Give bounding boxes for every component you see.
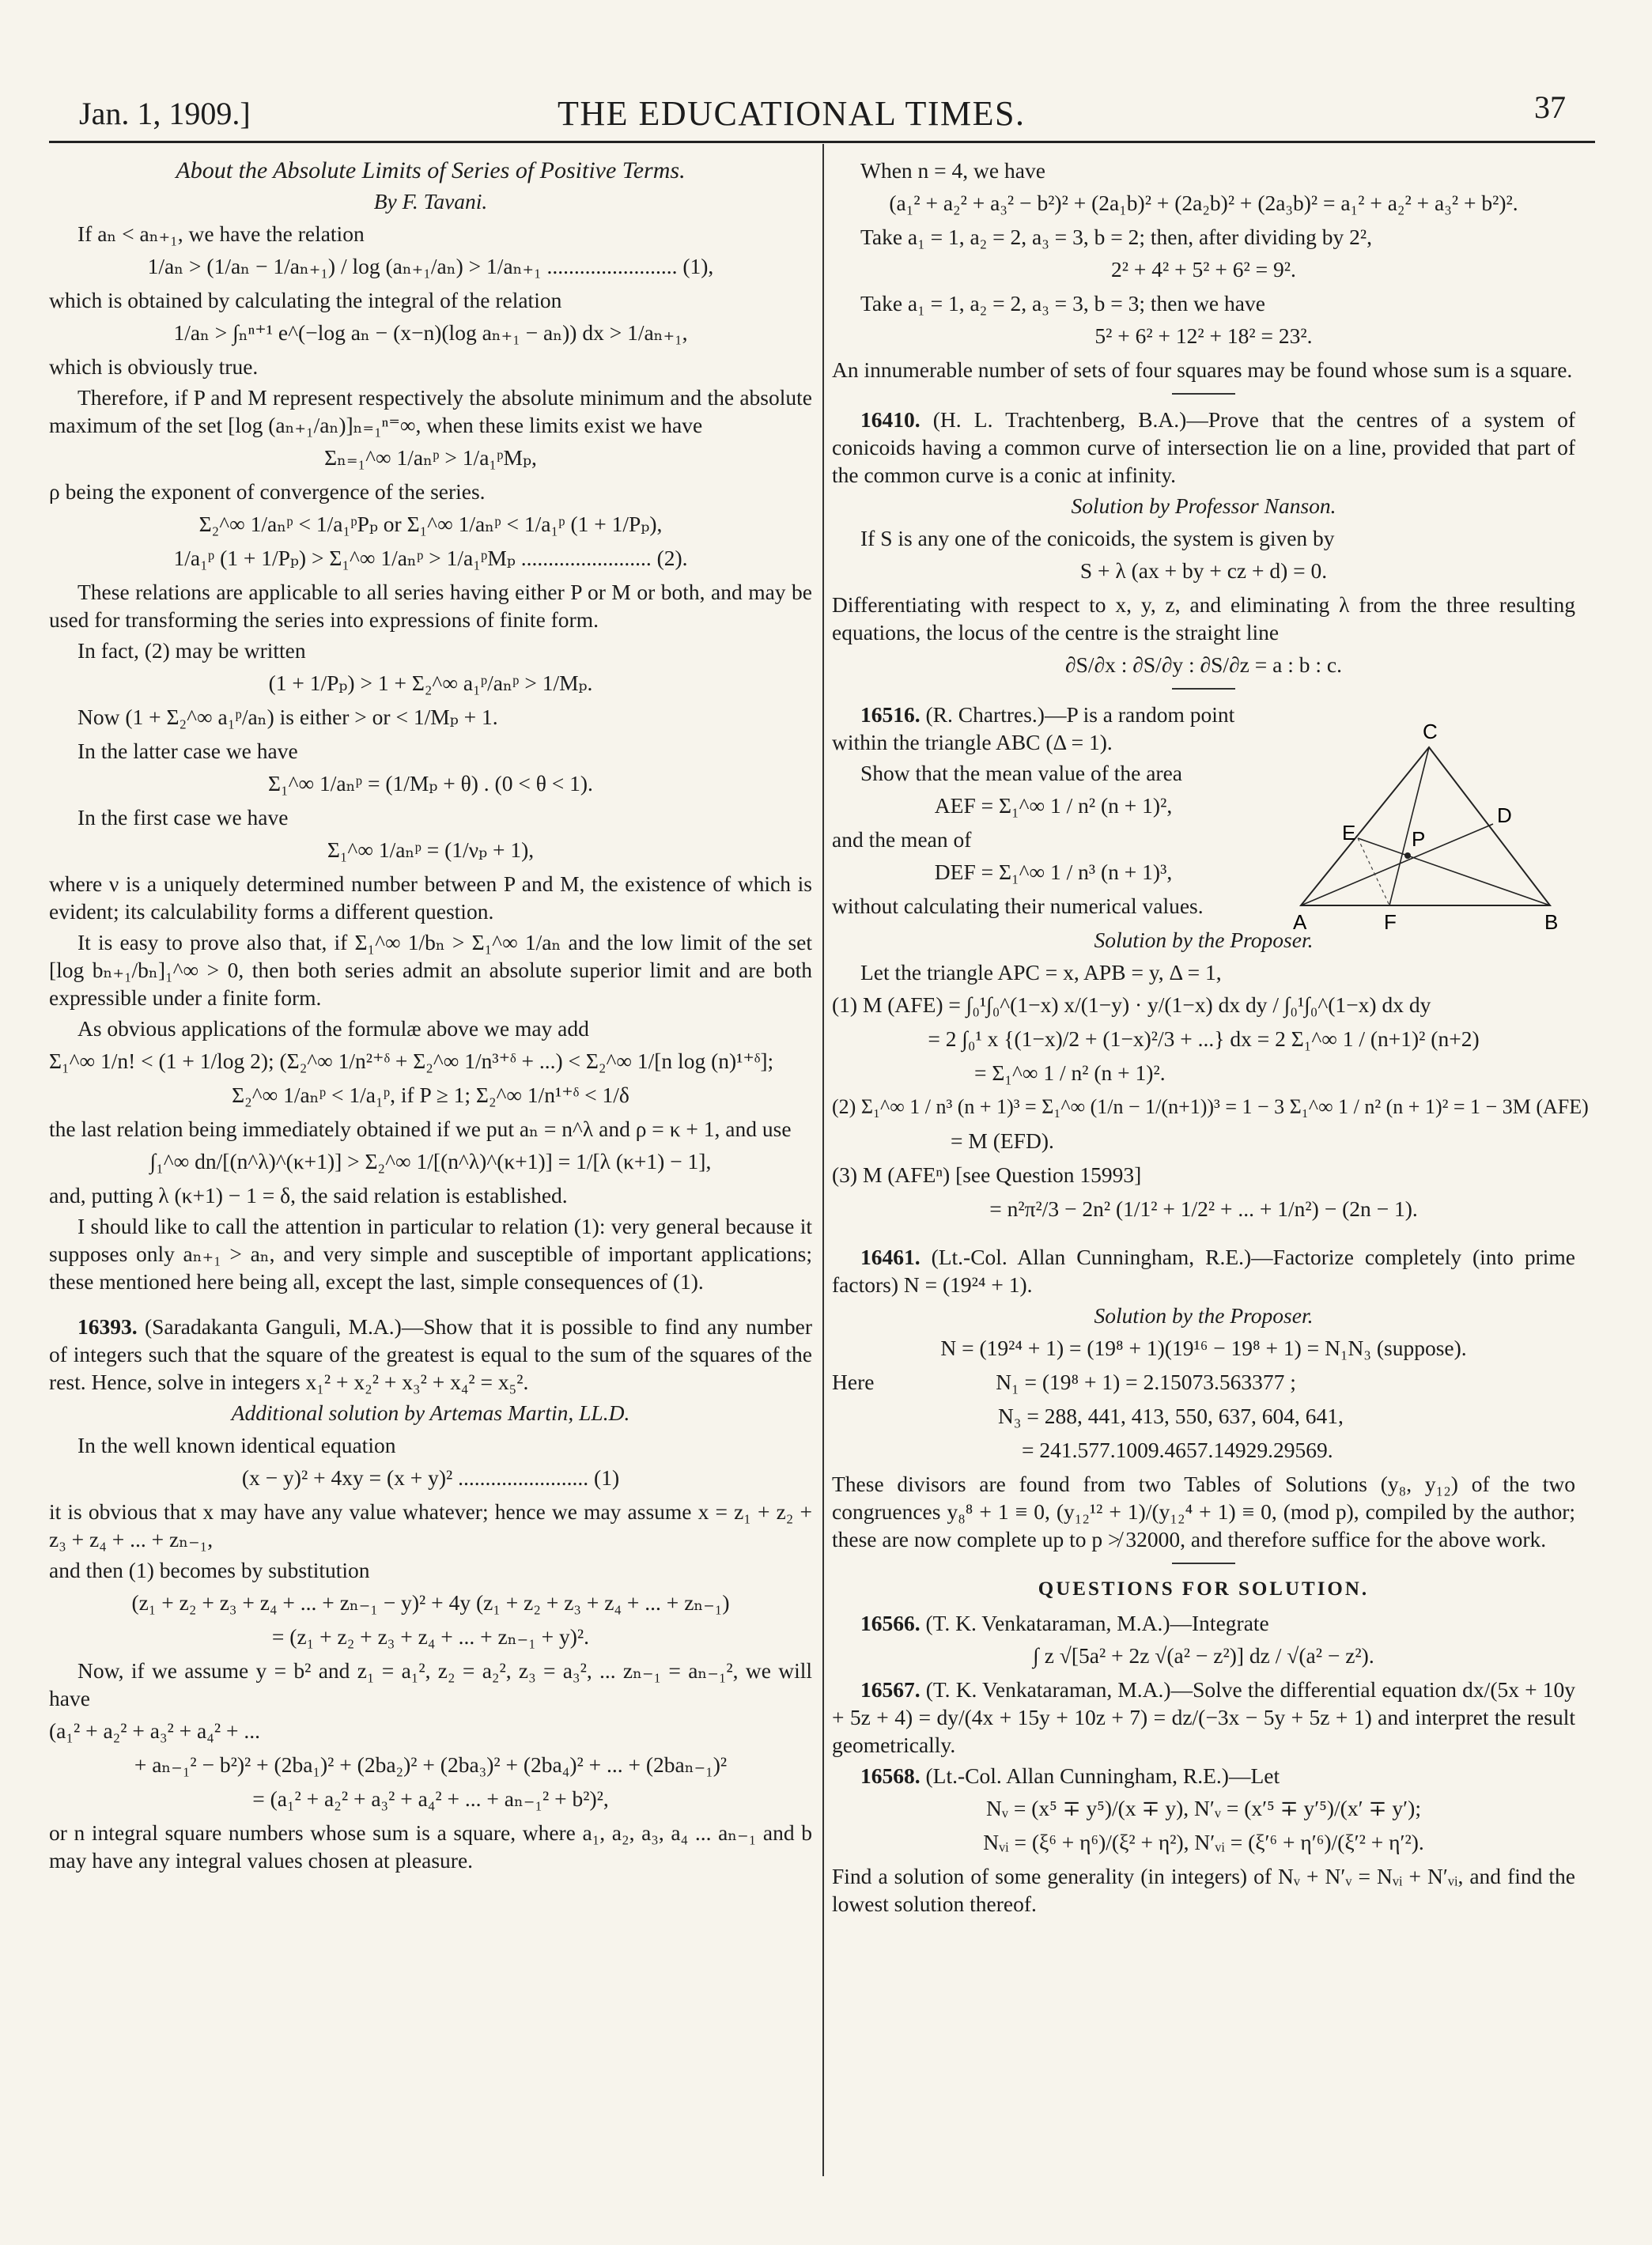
solution-heading: Solution by Professor Nanson. <box>1071 493 1336 518</box>
question-text: (H. L. Trachtenberg, B.A.)—Prove that the centres of a system of conicoids having a common curve of intersection lie on a line, provided that part of the common curve is a conic at infinity. <box>832 407 1576 487</box>
equation: (x − y)² + 4xy = (x + y)² ........................ (1) <box>241 1465 620 1490</box>
label-here: Here <box>832 1370 875 1394</box>
paragraph: Take a₁ = 1, a₂ = 2, a₃ = 3, b = 2; then, after dividing by 2², <box>860 225 1372 249</box>
paragraph: If aₙ < aₙ₊₁, we have the relation <box>77 221 365 246</box>
equation: 5² + 6² + 12² + 18² = 23². <box>1094 323 1313 348</box>
equation: (a₁² + a₂² + a₃² + a₄² + ... <box>49 1718 260 1743</box>
label-e: E <box>1342 821 1356 845</box>
equation: (3) M (AFEⁿ) [see Question 15993] <box>832 1162 1142 1187</box>
equation: ∫₁^∞ dn/[(n^λ)^(κ+1)] > Σ₂^∞ 1/[(n^λ)^(κ+1)] = 1/[λ (κ+1) − 1], <box>149 1149 712 1174</box>
paragraph: These divisors are found from two Tables of Solutions (y₈, y₁₂) of the two congruences y₈⁸ + 1 ≡ 0, (y₁₂¹² + 1)/(y₁₂⁴ + 1) ≡ 0, (mod p), compiled by the author; these are now complete up to p ≯ 32000, and therefore suffice for the above work. <box>832 1472 1575 1551</box>
question-number: 16410. <box>860 407 921 432</box>
point-p <box>1404 852 1411 859</box>
equation: Σ₂^∞ 1/aₙᵖ < 1/a₁ᵖPₚ or Σ₁^∞ 1/aₙᵖ < 1/a₁ᵖ (1 + 1/Pₚ), <box>198 512 663 536</box>
solution-heading: Solution by the Proposer. <box>1094 928 1314 952</box>
article-byline: By F. Tavani. <box>373 189 488 214</box>
label-c: C <box>1423 720 1438 743</box>
question-number: 16567. <box>860 1677 921 1702</box>
equation: DEF = Σ₁^∞ 1 / n³ (n + 1)³, <box>934 860 1173 884</box>
question-16410 <box>832 406 1575 489</box>
equation: + aₙ₋₁² − b²)² + (2ba₁)² + (2ba₂)² + (2ba₃)² + (2ba₄)² + ... + (2baₙ₋₁)² <box>134 1752 728 1777</box>
equation: AEF = Σ₁^∞ 1 / n² (n + 1)², <box>934 793 1173 818</box>
equation: (1) M (AFE) = ∫₀¹∫₀^(1−x) x/(1−y) · y/(1−x) dx dy / ∫₀¹∫₀^(1−x) dx dy <box>832 992 1431 1017</box>
separator <box>1172 688 1235 690</box>
paragraph: If S is any one of the conicoids, the system is given by <box>860 526 1335 550</box>
equation: (1 + 1/Pₚ) > 1 + Σ₂^∞ a₁ᵖ/aₙᵖ > 1/Mₚ. <box>268 671 593 695</box>
paragraph: In the first case we have <box>77 805 289 830</box>
paragraph: Take a₁ = 1, a₂ = 2, a₃ = 3, b = 3; then we have <box>860 291 1265 316</box>
paragraph: An innumerable number of sets of four squares may be found whose sum is a square. <box>832 357 1573 382</box>
question-text: (R. Chartres.)—P is a random point within the triangle ABC (Δ = 1). <box>832 702 1235 754</box>
equation: Σ₁^∞ 1/aₙᵖ = (1/Mₚ + θ) . (0 < θ < 1). <box>268 771 593 796</box>
journal-title: THE EDUCATIONAL TIMES. <box>558 94 1026 133</box>
equation: = (z₁ + z₂ + z₃ + z₄ + ... + zₙ₋₁ + y)². <box>271 1624 590 1649</box>
paragraph: Find a solution of some generality (in integers) of Nᵥ + N′ᵥ = Nᵥᵢ + N′ᵥᵢ, and find the lowest solution thereof. <box>832 1864 1575 1916</box>
separator <box>1172 1563 1235 1564</box>
page-header <box>79 89 1566 138</box>
paragraph: and, putting λ (κ+1) − 1 = δ, the said relation is established. <box>49 1183 568 1208</box>
paragraph: As obvious applications of the formulæ above we may add <box>77 1016 589 1041</box>
triangle-figure <box>1293 720 1562 941</box>
question-number: 16393. <box>77 1314 138 1339</box>
paragraph: or n integral square numbers whose sum is a square, where a₁, a₂, a₃, a₄ ... aₙ₋₁ and b may have any integral values chosen at pleasure. <box>49 1820 812 1873</box>
paragraph: In the latter case we have <box>77 739 298 763</box>
triangle-abc <box>1301 747 1550 905</box>
page-number: 37 <box>1534 89 1566 125</box>
paragraph: which is obtained by calculating the integral of the relation <box>49 288 562 312</box>
paragraph: I should like to call the attention in particular to relation (1): very general because it supposes only aₙ₊₁ > aₙ, and very simple and susceptible of important applications; these mentioned here being all, except the last, simple consequences of (1). <box>49 1214 812 1294</box>
equation: Now (1 + Σ₂^∞ a₁ᵖ/aₙ) is either > or < 1/Mₚ + 1. <box>77 705 498 729</box>
label-p: P <box>1412 827 1426 851</box>
paragraph: which is obviously true. <box>49 354 259 379</box>
question-16393 <box>49 1313 812 1396</box>
label-a: A <box>1293 910 1307 934</box>
paragraph: the last relation being immediately obtained if we put aₙ = n^λ and ρ = κ + 1, and use <box>49 1117 792 1141</box>
issue-date: Jan. 1, 1909.] <box>79 96 251 131</box>
paragraph: where ν is a uniquely determined number between P and M, the existence of which is evident; its calculability forms a different question. <box>49 871 812 924</box>
question-16567 <box>832 1676 1575 1759</box>
equation: = M (EFD). <box>951 1128 1054 1153</box>
solution-heading: Solution by the Proposer. <box>1094 1303 1314 1328</box>
line-ef <box>1358 838 1389 905</box>
question-text: (T. K. Venkataraman, M.A.)—Solve the differential equation dx/(5x + 10y + 5z + 4) = dy/(4x + 15y + 10z + 7) = dz/(−3x − 5y + 5z + 1) and interpret the result geometrically. <box>832 1677 1576 1757</box>
equation: Σ₁^∞ 1/n! < (1 + 1/log 2); (Σ₂^∞ 1/n²⁺ᵟ + Σ₂^∞ 1/n³⁺ᵟ + ...) < Σ₂^∞ 1/[n log (n)¹⁺ᵟ]; <box>49 1049 774 1073</box>
paragraph: In fact, (2) may be written <box>77 638 306 663</box>
question-text: (Saradakanta Ganguli, M.A.)—Show that it is possible to find any number of integers such that the square of the greatest is equal to the sum of the squares of the rest. Hence, solve in integers x₁² + x₂² + x₃² + x₄² = x₅². <box>49 1314 812 1394</box>
equation: ∂S/∂x : ∂S/∂y : ∂S/∂z = a : b : c. <box>1065 652 1342 677</box>
paragraph: It is easy to prove also that, if Σ₁^∞ 1/bₙ > Σ₁^∞ 1/aₙ and the low limit of the set [log bₙ₊₁/bₙ]₁^∞ > 0, then both series admit an absolute superior limit and are both expressible under a finite form. <box>49 930 812 1010</box>
paragraph: without calculating their numerical values. <box>832 894 1204 918</box>
header-rule <box>49 141 1595 143</box>
question-number: 16568. <box>860 1763 921 1788</box>
equation: = Σ₁^∞ 1 / n² (n + 1)². <box>974 1060 1166 1085</box>
equation: N₃ = 288, 441, 413, 550, 637, 604, 641, <box>998 1404 1344 1428</box>
label-d: D <box>1497 803 1512 827</box>
left-column <box>49 157 812 1877</box>
question-text: (Lt.-Col. Allan Cunningham, R.E.)—Factorize completely (into prime factors) N = (19²⁴ + 1). <box>832 1245 1576 1297</box>
equation: S + λ (ax + by + cz + d) = 0. <box>1079 558 1328 583</box>
right-column <box>822 157 1589 1921</box>
equation: = n²π²/3 − 2n² (1/1² + 1/2² + ... + 1/n²) − (2n − 1). <box>989 1196 1418 1221</box>
question-16566 <box>832 1609 1575 1637</box>
article-title: About the Absolute Limits of Series of Positive Terms. <box>176 157 686 183</box>
label-f: F <box>1384 910 1397 934</box>
line-ad <box>1301 824 1493 905</box>
paragraph: Show that the mean value of the area <box>860 761 1182 785</box>
equation-row <box>832 1368 1575 1396</box>
equation: Σₙ₌₁^∞ 1/aₙᵖ > 1/a₁ᵖMₚ, <box>324 445 537 470</box>
paragraph: ρ being the exponent of convergence of the series. <box>49 479 486 504</box>
label-b: B <box>1544 910 1559 934</box>
equation: N₁ = (19⁸ + 1) = 2.15073.563377 ; <box>996 1370 1296 1394</box>
paragraph: Differentiating with respect to x, y, z, and eliminating λ from the three resulting equations, the locus of the centre is the straight line <box>832 592 1575 644</box>
equation: ∫ z √[5a² + 2z √(a² − z²)] dz / √(a² − z²). <box>1033 1643 1374 1668</box>
paragraph: Now, if we assume y = b² and z₁ = a₁², z₂ = a₂², z₃ = a₃², ... zₙ₋₁ = aₙ₋₁², we will have <box>49 1658 812 1710</box>
paragraph: In the well known identical equation <box>77 1433 396 1457</box>
separator <box>1172 393 1235 395</box>
paragraph: These relations are applicable to all series having either P or M or both, and may be used for transforming the series into expressions of finite form. <box>49 580 812 632</box>
paragraph: it is obvious that x may have any value whatever; hence we may assume x = z₁ + z₂ + z₃ + z₄ + ... + zₙ₋₁, <box>49 1499 812 1551</box>
paragraph: When n = 4, we have <box>860 158 1045 183</box>
equation: 1/aₙ > (1/aₙ − 1/aₙ₊₁) / log (aₙ₊₁/aₙ) > 1/aₙ₊₁ ........................ (1), <box>147 254 714 278</box>
equation: (2) Σ₁^∞ 1 / n³ (n + 1)³ = Σ₁^∞ (1/n − 1/(n+1))³ = 1 − 3 Σ₁^∞ 1 / n² (n + 1)² = 1 − 3M (AFE) <box>832 1095 1589 1118</box>
question-16568 <box>832 1762 1575 1790</box>
equation: Nᵥᵢ = (ξ⁶ + η⁶)/(ξ² + η²), N′ᵥᵢ = (ξ′⁶ + η′⁶)/(ξ′² + η′²). <box>983 1830 1424 1854</box>
equation: (z₁ + z₂ + z₃ + z₄ + ... + zₙ₋₁ − y)² + 4y (z₁ + z₂ + z₃ + z₄ + ... + zₙ₋₁) <box>131 1590 730 1615</box>
triangle-diagram <box>1293 720 1562 941</box>
paragraph: and the mean of <box>832 827 972 852</box>
equation: Σ₁^∞ 1/aₙᵖ = (1/νₚ + 1), <box>327 837 535 862</box>
question-text: (T. K. Venkataraman, M.A.)—Integrate <box>925 1611 1269 1635</box>
question-16516-block <box>832 701 1275 920</box>
paragraph: Therefore, if P and M represent respectively the absolute minimum and the absolute maximum of the set [log (aₙ₊₁/aₙ)]ₙ₌₁ⁿ⁼∞, when these limits exist we have <box>49 385 812 437</box>
equation: Σ₂^∞ 1/aₙᵖ < 1/a₁ᵖ, if P ≥ 1; Σ₂^∞ 1/n¹⁺ᵟ < 1/δ <box>232 1083 629 1107</box>
equation: = (a₁² + a₂² + a₃² + a₄² + ... + aₙ₋₁² + b²)², <box>252 1786 609 1811</box>
solution-heading: Additional solution by Artemas Martin, LL.D. <box>231 1400 630 1425</box>
line-be <box>1358 838 1550 905</box>
paragraph: and then (1) becomes by substitution <box>49 1558 370 1582</box>
section-heading: QUESTIONS FOR SOLUTION. <box>1038 1578 1370 1600</box>
equation: N = (19²⁴ + 1) = (19⁸ + 1)(19¹⁶ − 19⁸ + 1) = N₁N₃ (suppose). <box>940 1336 1467 1360</box>
equation: 1/a₁ᵖ (1 + 1/Pₚ) > Σ₁^∞ 1/aₙᵖ > 1/a₁ᵖMₚ ........................ (2). <box>173 546 688 570</box>
question-16461 <box>832 1243 1575 1298</box>
question-number: 16461. <box>860 1245 921 1269</box>
equation: (a₁² + a₂² + a₃² − b²)² + (2a₁b)² + (2a₂b)² + (2a₃b)² = a₁² + a₂² + a₃² + b²)². <box>889 191 1518 215</box>
equation: 2² + 4² + 5² + 6² = 9². <box>1111 257 1296 282</box>
equation: = 241.577.1009.4657.14929.29569. <box>1022 1438 1333 1462</box>
equation: = 2 ∫₀¹ x {(1−x)/2 + (1−x)²/3 + ...} dx = 2 Σ₁^∞ 1 / (n+1)² (n+2) <box>928 1026 1480 1051</box>
question-number: 16566. <box>860 1611 921 1635</box>
paragraph: Let the triangle APC = x, APB = y, Δ = 1, <box>860 960 1222 985</box>
question-16516 <box>832 701 1275 756</box>
question-number: 16516. <box>860 702 921 727</box>
question-text: (Lt.-Col. Allan Cunningham, R.E.)—Let <box>925 1763 1280 1788</box>
equation: Nᵥ = (x⁵ ∓ y⁵)/(x ∓ y), N′ᵥ = (x′⁵ ∓ y′⁵)/(x′ ∓ y′); <box>986 1796 1421 1820</box>
equation: 1/aₙ > ∫ₙⁿ⁺¹ e^(−log aₙ − (x−n)(log aₙ₊₁ − aₙ)) dx > 1/aₙ₊₁, <box>173 320 688 345</box>
